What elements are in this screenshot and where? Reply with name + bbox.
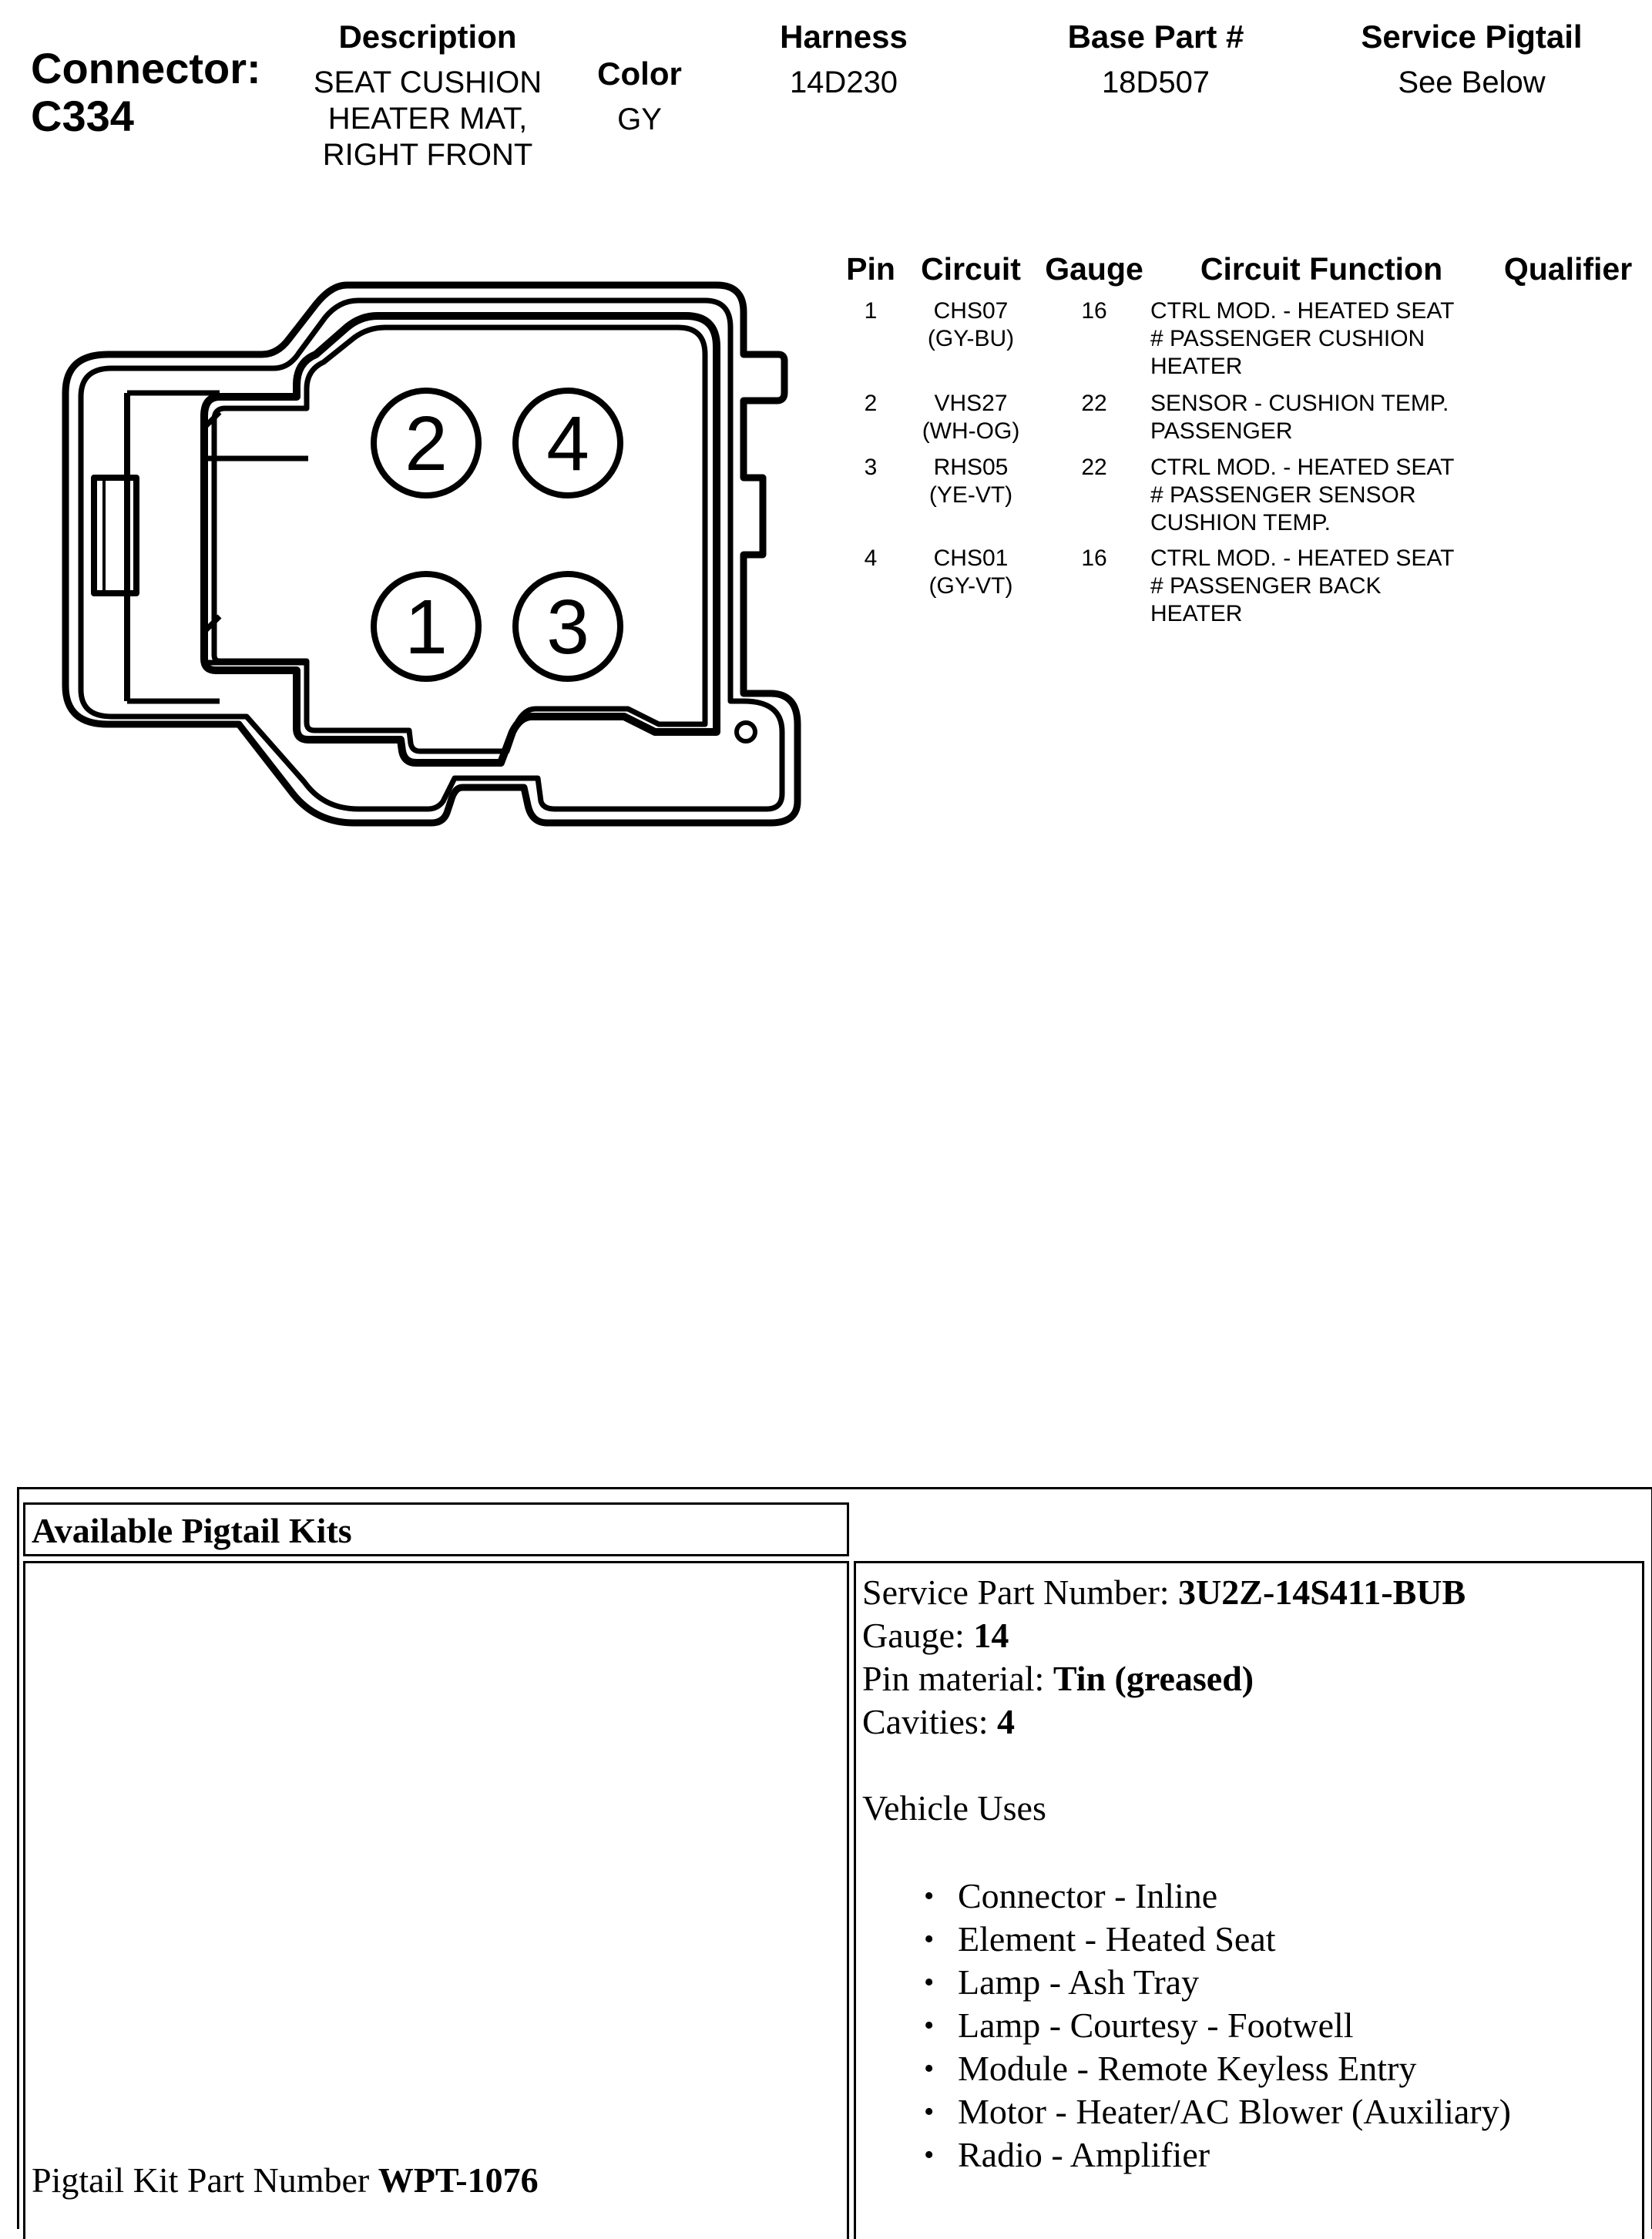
pigtail-title: Available Pigtail Kits [32, 1511, 352, 1550]
description-line: SEAT CUSHION [313, 65, 542, 99]
function-line: HEATER [1150, 354, 1243, 379]
service-part-number [862, 1571, 1636, 1614]
circuit-header: Circuit [921, 251, 1021, 287]
kit-gauge-label: Gauge: [862, 1616, 974, 1655]
function-line: PASSENGER [1150, 418, 1293, 444]
pin-material [862, 1657, 1636, 1700]
function-line: CTRL MOD. - HEATED SEAT [1150, 455, 1455, 480]
kit-gauge-value: 14 [973, 1616, 1009, 1655]
wire-color: (GY-BU) [927, 326, 1015, 351]
circuit-cell [902, 545, 1040, 600]
description-header: Description [338, 18, 517, 55]
vehicle-uses-list [862, 1875, 1636, 2177]
pin-number: 4 [864, 545, 878, 571]
service-part-value: 3U2Z-14S411-BUB [1178, 1573, 1466, 1612]
service-pigtail-value: See Below [1398, 65, 1546, 99]
pin-number-label: 2 [405, 401, 448, 487]
pigtail-details-cell [854, 1561, 1644, 2239]
service-part-label: Service Part Number: [862, 1573, 1179, 1612]
pin-number-label: 3 [546, 584, 589, 670]
function-line: SENSOR - CUSHION TEMP. [1150, 391, 1449, 416]
circuit-function-cell [1150, 545, 1582, 628]
base-part-header: Base Part # [1067, 18, 1244, 55]
description-line: RIGHT FRONT [322, 138, 533, 172]
kit-gauge [862, 1614, 1636, 1657]
function-line: # PASSENGER BACK [1150, 573, 1382, 599]
gauge-cell: 22 [1081, 391, 1107, 416]
kit-part-number [32, 2159, 539, 2202]
table-row [0, 454, 1652, 546]
table-row [0, 545, 1652, 637]
connector-title [31, 45, 261, 140]
description-line: HEATER MAT, [327, 102, 528, 136]
wire-color: (WH-OG) [922, 418, 1020, 444]
harness-value: 14D230 [789, 65, 898, 99]
wire-color: (YE-VT) [928, 482, 1013, 508]
kit-part-value: WPT-1076 [378, 2160, 539, 2200]
pin-number: 3 [864, 455, 878, 480]
function-line: CTRL MOD. - HEATED SEAT [1150, 298, 1455, 324]
gauge-cell: 22 [1081, 455, 1107, 480]
function-line: # PASSENGER SENSOR [1150, 482, 1416, 508]
list-item: • Element - Heated Seat [862, 1918, 1636, 1961]
color-value: GY [617, 102, 662, 136]
list-item: • Radio - Amplifier [862, 2133, 1636, 2177]
connector-id: C334 [31, 92, 134, 140]
table-row [0, 297, 1652, 390]
circuit-cell [902, 390, 1040, 445]
pin-material-value: Tin (greased) [1053, 1659, 1254, 1698]
cavities [862, 1700, 1636, 1744]
circuit-id: RHS05 [933, 455, 1009, 480]
gauge-cell: 16 [1081, 298, 1107, 324]
circuit-function-header: Circuit Function [1200, 251, 1443, 287]
list-item: • Connector - Inline [862, 1875, 1636, 1918]
circuit-id: CHS07 [933, 298, 1009, 324]
description-value [277, 65, 578, 173]
wire-color: (GY-VT) [928, 573, 1013, 599]
list-item: • Lamp - Ash Tray [862, 1961, 1636, 2004]
function-line: # PASSENGER CUSHION [1150, 326, 1425, 351]
list-item: • Motor - Heater/AC Blower (Auxiliary) [862, 2090, 1636, 2133]
circuit-function-cell [1150, 297, 1582, 381]
harness-header: Harness [780, 18, 908, 55]
connector-label: Connector: [31, 44, 261, 92]
circuit-cell [902, 454, 1040, 509]
vehicle-uses-heading: Vehicle Uses [862, 1788, 1046, 1828]
pin-header: Pin [846, 251, 895, 287]
cavities-value: 4 [997, 1702, 1016, 1741]
list-item: • Lamp - Courtesy - Footwell [862, 2004, 1636, 2047]
table-row [0, 390, 1652, 455]
service-pigtail-header: Service Pigtail [1361, 18, 1583, 55]
pigtail-title-cell [23, 1502, 849, 1556]
gauge-header: Gauge [1045, 251, 1143, 287]
function-line: CUSHION TEMP. [1150, 510, 1331, 535]
list-item: • Module - Remote Keyless Entry [862, 2047, 1636, 2090]
circuit-id: VHS27 [934, 391, 1008, 416]
kit-part-label: Pigtail Kit Part Number [32, 2160, 378, 2200]
circuit-cell [902, 297, 1040, 353]
circuit-id: CHS01 [933, 545, 1009, 571]
circuit-function-cell [1150, 390, 1582, 445]
pin-number: 1 [864, 298, 878, 324]
gauge-cell: 16 [1081, 545, 1107, 571]
pin-number-label: 4 [546, 401, 589, 487]
pigtail-image-cell [23, 1561, 849, 2239]
function-line: HEATER [1150, 601, 1243, 626]
pin-number-label: 1 [405, 584, 448, 670]
color-header: Color [597, 55, 682, 92]
qualifier-header: Qualifier [1503, 251, 1633, 287]
pin-number: 2 [864, 391, 878, 416]
circuit-function-cell [1150, 454, 1582, 537]
cavities-label: Cavities: [862, 1702, 998, 1741]
function-line: CTRL MOD. - HEATED SEAT [1150, 545, 1455, 571]
pin-material-label: Pin material: [862, 1659, 1053, 1698]
base-part-value: 18D507 [1101, 65, 1210, 99]
